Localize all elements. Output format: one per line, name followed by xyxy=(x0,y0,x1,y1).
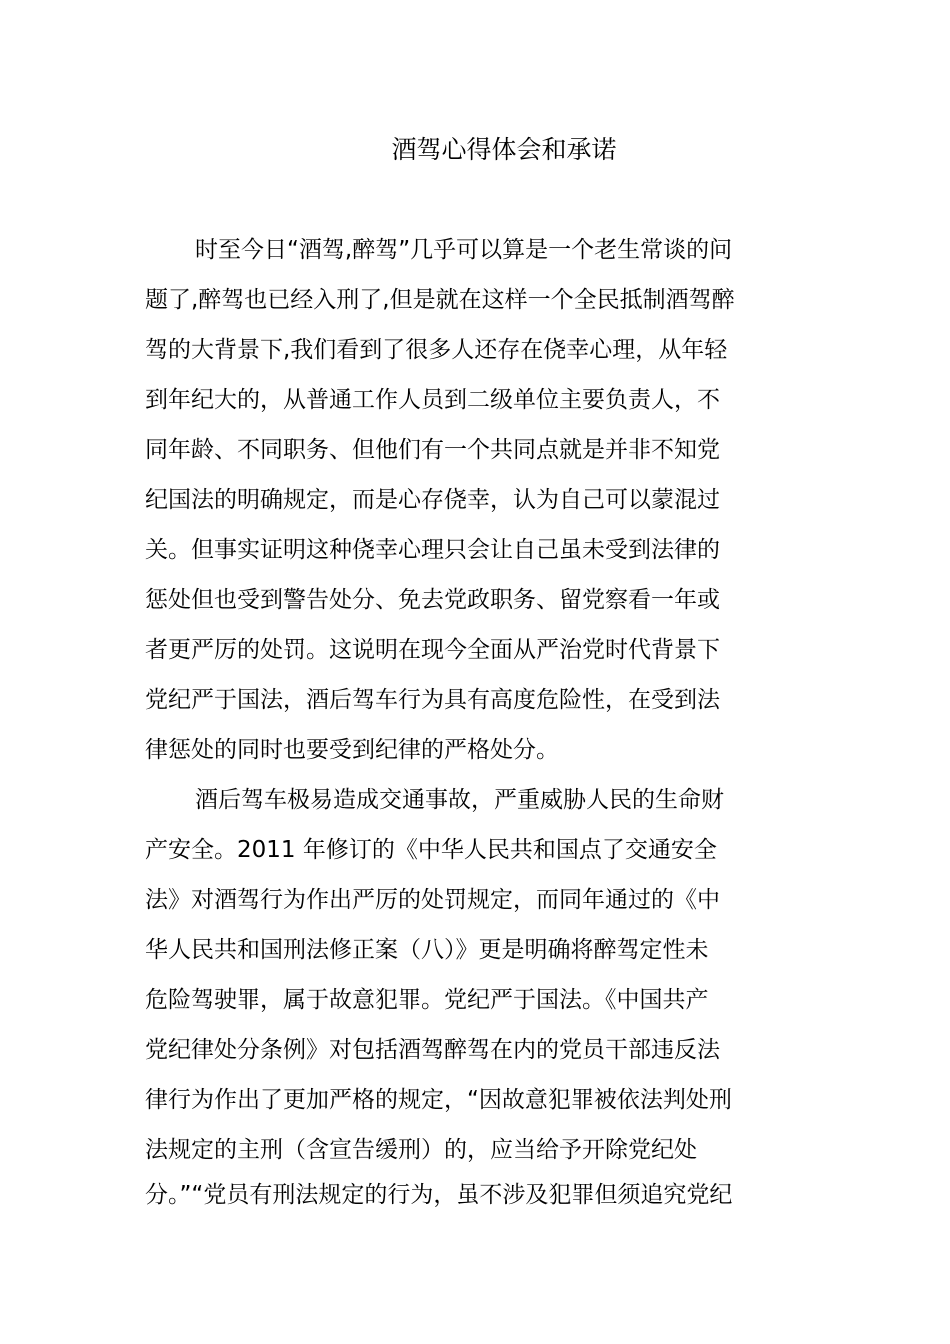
paragraph-2-line: 律行为作出了更加严格的规定，“因故意犯罪被依法判处刑 xyxy=(145,1087,732,1113)
paragraph-2-line: 法规定的主刑（含宣告缓刑）的，应当给予开除党纪处 xyxy=(145,1137,697,1163)
paragraph-1-line: 律惩处的同时也要受到纪律的严格处分。 xyxy=(145,737,559,763)
document-title: 酒驾心得体会和承诺 xyxy=(391,135,617,164)
paragraph-1-line: 者更严厉的处罚。这说明在现今全面从严治党时代背景下 xyxy=(145,637,720,663)
paragraph-2-line: 分。”“党员有刑法规定的行为，虽不涉及犯罪但须追究党纪 xyxy=(145,1182,733,1208)
paragraph-2-line: 华人民共和国刑法修正案（八）》更是明确将醉驾定性未 xyxy=(145,937,709,963)
paragraph-1-line: 惩处但也受到警告处分、免去党政职务、留党察看一年或 xyxy=(145,587,720,613)
paragraph-2-line: 党纪律处分条例》对包括酒驾醉驾在内的党员干部违反法 xyxy=(145,1037,720,1063)
paragraph-2-line: 产安全。2011 年修订的《中华人民共和国点了交通安全 xyxy=(145,837,717,863)
paragraph-1-line: 题了,醉驾也已经入刑了,但是就在这样一个全民抵制酒驾醉 xyxy=(145,287,735,313)
paragraph-1-line: 党纪严于国法，酒后驾车行为具有高度危险性，在受到法 xyxy=(145,687,720,713)
paragraph-1-line: 时至今日“酒驾,醉驾”几乎可以算是一个老生常谈的问 xyxy=(195,237,733,263)
paragraph-1-line: 关。但事实证明这种侥幸心理只会让自己虽未受到法律的 xyxy=(145,537,720,563)
paragraph-2-line: 酒后驾车极易造成交通事故，严重威胁人民的生命财 xyxy=(195,787,724,813)
paragraph-2-line: 法》对酒驾行为作出严厉的处罚规定，而同年通过的《中 xyxy=(145,887,720,913)
paragraph-1-line: 驾的大背景下,我们看到了很多人还存在侥幸心理，从年轻 xyxy=(145,337,728,363)
paragraph-1-line: 到年纪大的，从普通工作人员到二级单位主要负责人，不 xyxy=(145,387,720,413)
paragraph-1-line: 纪国法的明确规定，而是心存侥幸，认为自己可以蒙混过 xyxy=(145,487,720,513)
paragraph-2-line: 危险驾驶罪，属于故意犯罪。党纪严于国法。《中国共产 xyxy=(145,987,709,1013)
paragraph-1-line: 同年龄、不同职务、但他们有一个共同点就是并非不知党 xyxy=(145,437,720,463)
